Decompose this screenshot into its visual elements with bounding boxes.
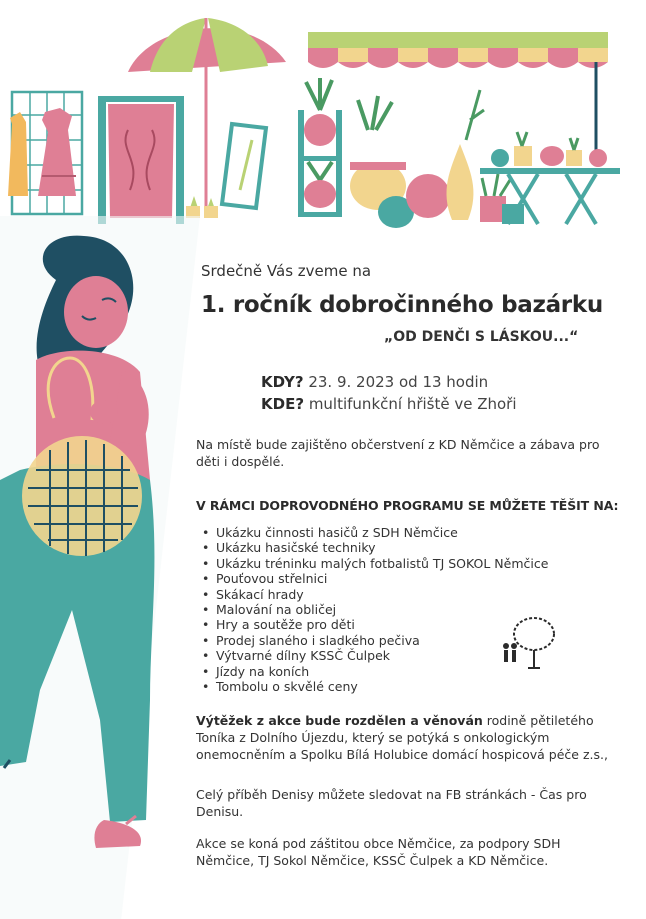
refreshments-note: Na místě bude zajištěno občerstvení z KD Němčice a zábava pro děti i dospělé. (196, 437, 600, 469)
date-value: 23. 9. 2023 od 13 hodin (308, 373, 489, 391)
proceeds-rest: rodině pětiletého Toníka z Dolního Újezdu, který se potýká s onkologickým onemocněním a Spolku Bílá Holubice domácí hospicová péče z.s., (196, 713, 608, 762)
patronage-paragraph: Akce se koná pod záštitou obce Němčice, za podpory SDH Němčice, TJ Sokol Němčice, KSSČ Čulpek a KD Němčice. (196, 836, 561, 868)
plant-pots-icon (186, 196, 218, 218)
invite-line: Srdečně Vás zveme na (201, 262, 372, 280)
proceeds-bold: Výtěžek z akce bude rozdělen a věnován (196, 713, 483, 728)
program-heading: V RÁMCI DOPROVODNÉHO PROGRAMU SE MŮŽETE TĚŠIT NA: (196, 498, 619, 513)
location-label: KDE? (261, 395, 305, 413)
program-item: • Malování na obličej (200, 602, 600, 617)
program-item: • Ukázku činnosti hasičů z SDH Němčice (200, 525, 600, 540)
plant-shelf-icon (298, 78, 342, 217)
date-label: KDY? (261, 373, 304, 391)
program-item: • Ukázku hasičské techniky (200, 540, 600, 555)
program-item: • Výtvarné dílny KSSČ Čulpek (200, 648, 600, 663)
event-subtitle: „OD DENČI S LÁSKOU...“ (384, 329, 579, 345)
dress-icon (8, 108, 76, 196)
story-paragraph: Celý příběh Denisy můžete sledovat na FB stránkách - Čas pro Denisu. (196, 787, 587, 819)
market-stall-icon (308, 32, 608, 150)
program-item: • Pouťovou střelnici (200, 571, 600, 586)
event-title: 1. ročník dobročinného bazárku (201, 292, 603, 318)
proceeds-paragraph (196, 712, 616, 763)
location-value: multifunkční hřiště ve Zhoři (308, 395, 517, 413)
program-item: • Prodej slaného i sladkého pečiva (200, 633, 600, 648)
program-item: • Skákací hrady (200, 587, 600, 602)
program-list (200, 525, 600, 694)
program-item: • Hry a soutěže pro děti (200, 617, 600, 632)
program-item: • Tombolu o skvělé ceny (200, 679, 600, 694)
location-line (261, 395, 517, 413)
program-item: • Ukázku tréninku malých fotbalistů TJ SOKOL Němčice (200, 556, 600, 571)
changing-booth-icon (98, 96, 184, 224)
date-line (261, 373, 488, 391)
mirror-icon (222, 124, 266, 208)
program-item: • Jízdy na koních (200, 664, 600, 679)
